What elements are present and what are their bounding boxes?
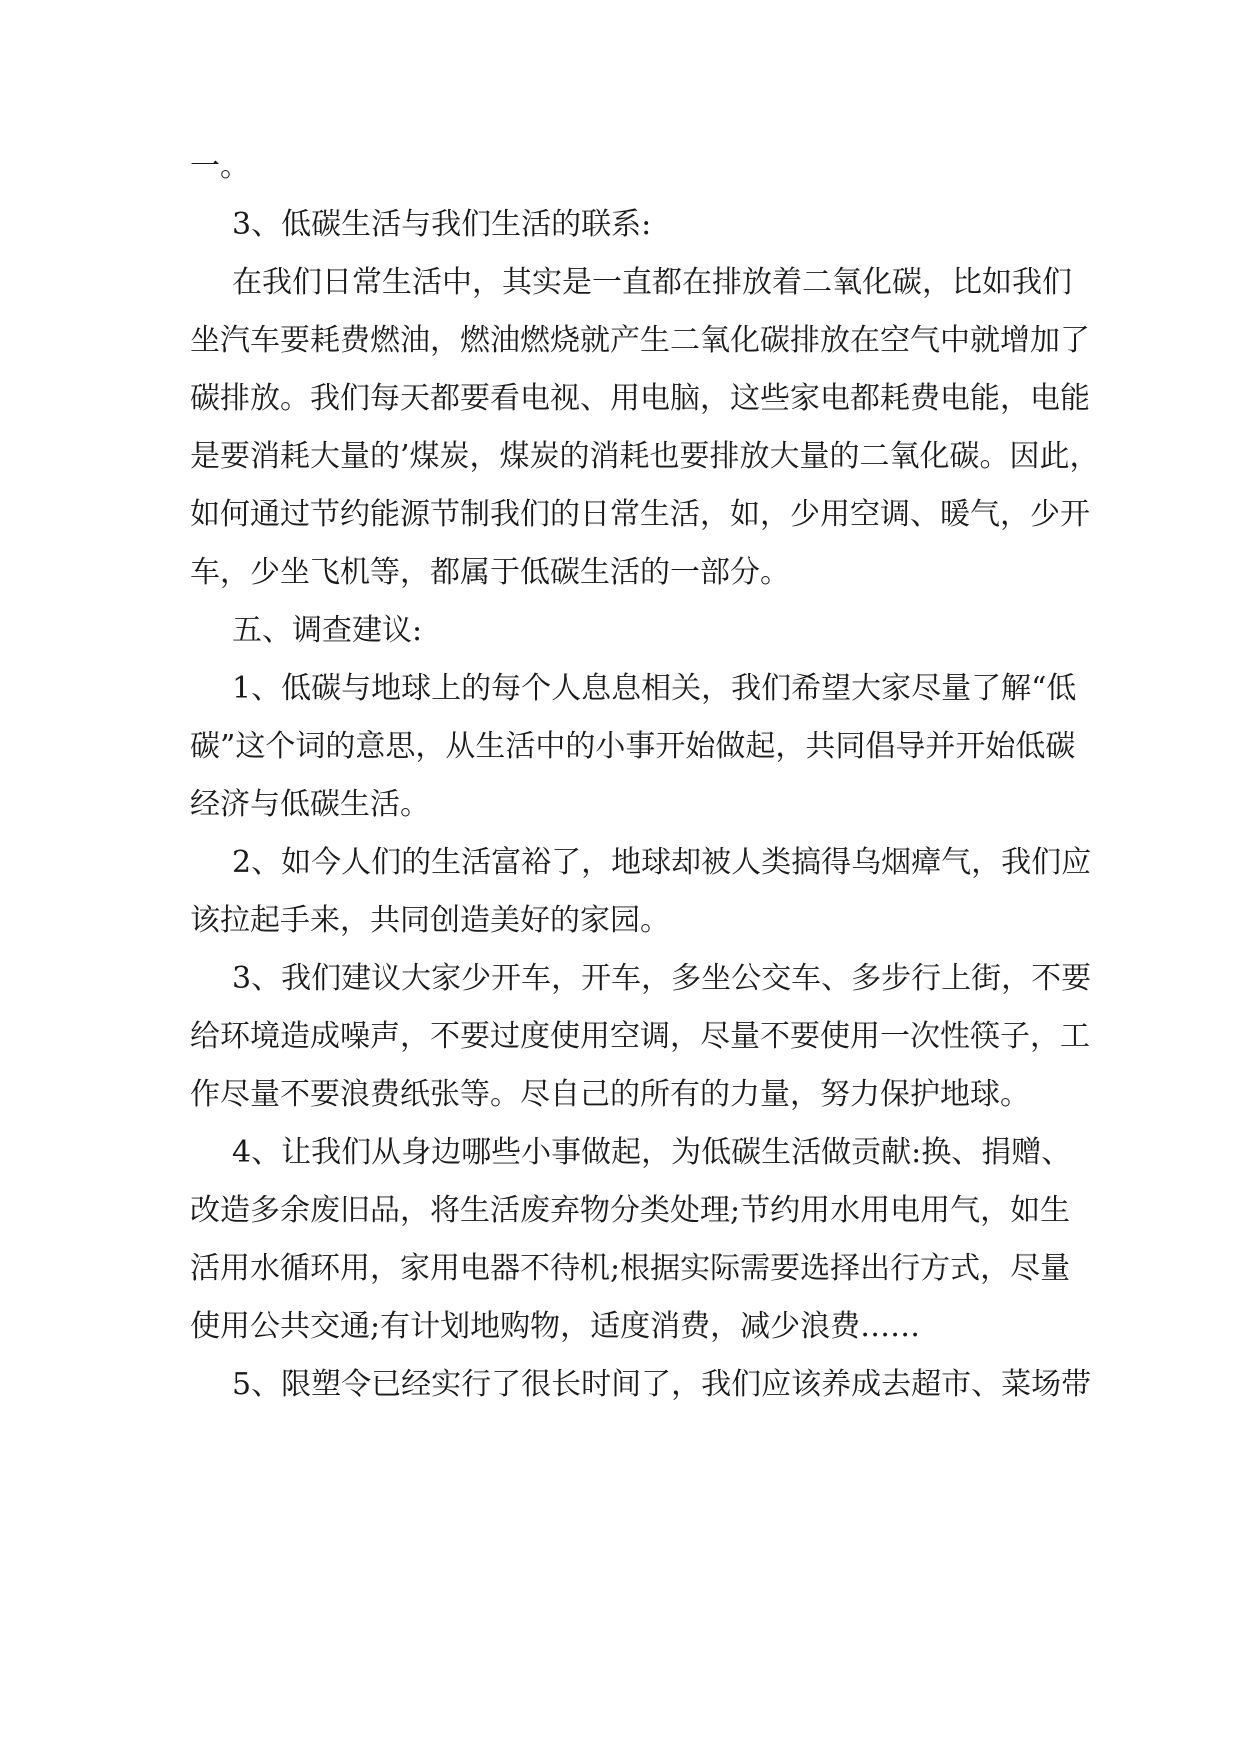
text-line: 碳”这个词的意思，从生活中的小事开始做起，共同倡导并开始低碳	[190, 729, 1076, 764]
text-line: 碳排放。我们每天都要看电视、用电脑，这些家电都耗费电能，电能	[190, 381, 1090, 416]
text-line: 作尽量不要浪费纸张等。尽自己的所有的力量，努力保护地球。	[190, 1077, 1030, 1112]
text-line: 坐汽车要耗费燃油，燃油燃烧就产生二氧化碳排放在空气中就增加了	[190, 323, 1090, 358]
text-line: 是要消耗大量的’煤炭，煤炭的消耗也要排放大量的二氧化碳。因此，	[190, 439, 1100, 474]
text-line: 在我们日常生活中，其实是一直都在排放着二氧化碳，比如我们	[232, 265, 1072, 300]
text-line: 改造多余废旧品，将生活废弃物分类处理;节约用水用电用气，如生	[190, 1193, 1071, 1228]
text-line: 2、如今人们的生活富裕了，地球却被人类搞得乌烟瘴气，我们应	[232, 845, 1092, 880]
text-line: 车，少坐飞机等，都属于低碳生活的一部分。	[190, 555, 790, 590]
text-line: 3、我们建议大家少开车，开车，多坐公交车、多步行上街，不要	[232, 961, 1092, 996]
text-line: 该拉起手来，共同创造美好的家园。	[190, 903, 670, 938]
text-line: 使用公共交通;有计划地购物，适度消费，减少浪费……	[190, 1309, 921, 1344]
text-line: 1、低碳与地球上的每个人息息相关，我们希望大家尽量了解“低	[232, 671, 1077, 706]
text-line: 活用水循环用，家用电器不待机;根据实际需要选择出行方式，尽量	[190, 1251, 1071, 1286]
section-heading: 五、调查建议:	[232, 613, 423, 648]
text-line: 5、限塑令已经实行了很长时间了，我们应该养成去超市、菜场带	[232, 1367, 1092, 1402]
text-line: 一。	[190, 149, 250, 184]
text-line: 给环境造成噪声，不要过度使用空调，尽量不要使用一次性筷子，工	[190, 1019, 1090, 1054]
section-heading: 3、低碳生活与我们生活的联系:	[232, 207, 652, 242]
text-line: 如何通过节约能源节制我们的日常生活，如，少用空调、暖气，少开	[190, 497, 1090, 532]
text-line: 经济与低碳生活。	[190, 787, 430, 822]
text-line: 4、让我们从身边哪些小事做起，为低碳生活做贡献:换、捐赠、	[232, 1135, 1072, 1170]
